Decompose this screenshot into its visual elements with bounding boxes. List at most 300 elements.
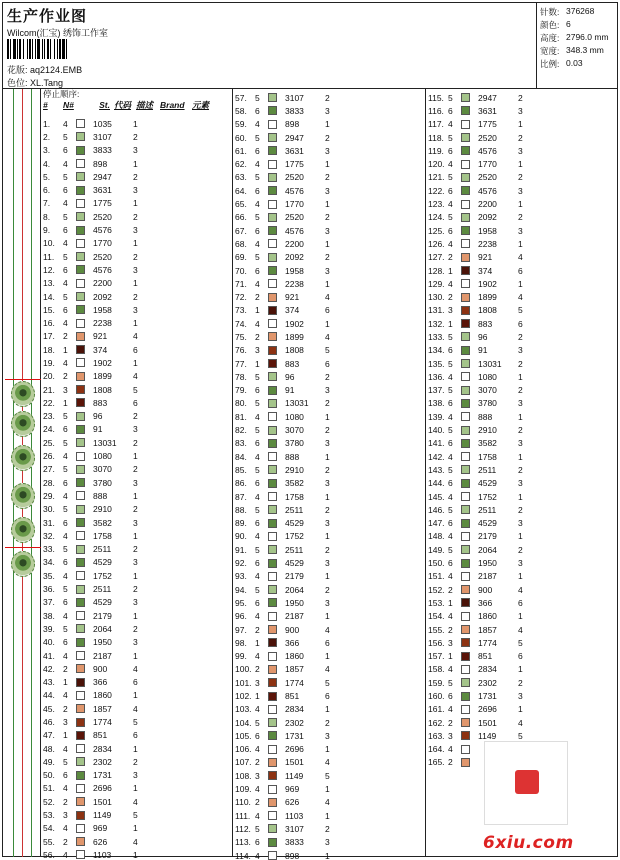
thread-code: 1774 [93,717,112,727]
needle-number: 5 [63,756,68,767]
thread-code: 2200 [285,238,304,249]
thread-code: 1770 [285,199,304,210]
thread-code: 1758 [285,491,304,502]
element-number: 4 [325,797,330,808]
stop-index: 30. [43,504,55,515]
table-row [426,104,617,117]
table-row [41,330,232,343]
color-swatch [268,824,277,833]
needle-number: 5 [255,823,260,834]
thread-code: 1752 [93,570,112,581]
element-number: 1 [325,571,330,582]
header-index: # [43,100,48,110]
needle-number: 4 [63,823,68,834]
color-swatch [76,491,85,500]
color-swatch [76,372,85,381]
element-number: 1 [133,650,138,661]
stop-index: 72. [235,292,247,303]
stop-index: 89. [235,518,247,529]
needle-number: 6 [255,730,260,741]
table-row [41,489,232,502]
color-swatch [268,386,277,395]
stop-index: 114. [235,850,251,860]
table-row [426,144,617,157]
element-number: 6 [518,597,523,608]
needle-number: 6 [255,145,260,156]
color-swatch [268,173,277,182]
table-row [233,583,425,596]
element-number: 1 [518,491,523,502]
stop-index: 157. [428,651,445,662]
needle-number: 5 [63,211,68,222]
thread-code: 2302 [285,717,304,728]
element-number: 1 [133,743,138,754]
thread-code: 1899 [478,292,497,303]
color-swatch [268,811,277,820]
stop-marker [5,547,41,548]
stat-width: 宽度: 348.3 mm [540,45,604,56]
color-swatch [76,305,85,314]
element-number: 1 [325,159,330,170]
stop-index: 155. [428,624,445,635]
element-number: 1 [325,651,330,662]
stop-index: 150. [428,558,445,569]
color-swatch [461,279,470,288]
needle-number: 4 [255,850,260,860]
table-row [233,689,425,702]
stop-index: 90. [235,531,247,542]
guide-line [13,89,14,857]
element-number: 2 [133,756,138,767]
stop-index: 138. [428,398,445,409]
element-number: 3 [133,424,138,435]
color-swatch [76,850,85,859]
table-row [426,157,617,170]
needle-number: 4 [448,451,453,462]
table-row [426,596,617,609]
element-number: 3 [133,597,138,608]
element-number: 1 [518,371,523,382]
needle-number: 6 [255,185,260,196]
needle-number: 4 [448,238,453,249]
element-number: 4 [325,624,330,635]
color-swatch [461,160,470,169]
needle-number: 4 [448,159,453,170]
stop-index: 68. [235,238,247,249]
thread-code: 3780 [478,398,497,409]
color-swatch [461,638,470,647]
color-swatch [461,133,470,142]
color-swatch [76,212,85,221]
needle-number: 5 [448,385,453,396]
element-number: 4 [518,252,523,263]
stop-index: 75. [235,331,247,342]
needle-number: 4 [63,490,68,501]
color-swatch [268,838,277,847]
table-row [233,570,425,583]
element-number: 3 [518,518,523,529]
thread-code: 1950 [285,597,304,608]
stop-index: 115. [428,92,444,103]
color-swatch [461,718,470,727]
color-swatch [76,465,85,474]
thread-code: 2834 [478,664,497,675]
element-number: 6 [518,318,523,329]
table-row [41,223,232,236]
table-row [41,463,232,476]
needle-number: 6 [448,398,453,409]
needle-number: 2 [63,331,68,342]
color-swatch [461,186,470,195]
table-row [426,490,617,503]
color-swatch [268,439,277,448]
thread-code: 3833 [93,145,112,156]
needle-number: 6 [63,477,68,488]
header [3,3,617,89]
stop-index: 38. [43,610,55,621]
color-swatch [268,226,277,235]
table-row [233,330,425,343]
color-swatch [76,478,85,487]
needle-number: 6 [63,145,68,156]
thread-code: 1770 [478,159,497,170]
color-swatch [268,638,277,647]
element-number: 2 [518,464,523,475]
table-row [233,237,425,250]
stop-index: 93. [235,571,247,582]
table-row [233,809,425,822]
motif-preview [11,517,35,543]
color-swatch [76,757,85,766]
stop-index: 82. [235,425,247,436]
thread-code: 366 [285,637,300,648]
needle-number: 2 [255,664,260,675]
needle-number: 4 [255,119,260,130]
needle-number: 4 [448,278,453,289]
thread-code: 4576 [285,185,304,196]
color-swatch [268,598,277,607]
thread-code: 898 [93,158,108,169]
thread-code: 4529 [93,557,112,568]
stop-index: 132. [428,318,445,329]
needle-number: 5 [448,425,453,436]
thread-code: 2520 [93,211,112,222]
thread-code: 1149 [93,810,112,821]
color-swatch [268,745,277,754]
thread-code: 888 [93,490,108,501]
needle-number: 4 [63,530,68,541]
table-row [233,822,425,835]
color-swatch [76,531,85,540]
needle-number: 5 [63,291,68,302]
color-swatch [461,678,470,687]
color-swatch [76,425,85,434]
needle-number: 4 [255,491,260,502]
element-number: 6 [133,730,138,741]
stop-index: 52. [43,796,55,807]
needle-number: 4 [63,118,68,129]
element-number: 4 [518,292,523,303]
thread-code: 2511 [285,544,304,555]
stop-index: 164. [428,744,445,755]
element-number: 4 [325,757,330,768]
table-row [426,543,617,556]
stop-index: 79. [235,385,247,396]
stop-index: 66. [235,212,247,223]
stop-marker [5,379,41,380]
element-number: 2 [518,425,523,436]
element-number: 3 [518,438,523,449]
needle-number: 1 [255,358,260,369]
stop-index: 63. [235,172,247,183]
color-swatch [76,412,85,421]
stop-index: 16. [43,318,55,329]
element-number: 1 [518,571,523,582]
needle-number: 2 [448,252,453,263]
needle-number: 1 [448,597,453,608]
table-row [233,743,425,756]
needle-number: 5 [63,251,68,262]
color-swatch [268,718,277,727]
table-row [41,848,232,860]
needle-number: 5 [255,92,260,103]
color-swatch [76,358,85,367]
thread-code: 1149 [285,770,304,781]
table-row [233,543,425,556]
table-row [41,649,232,662]
thread-code: 1857 [285,664,304,675]
stop-index: 18. [43,344,55,355]
table-row [41,210,232,223]
needle-number: 6 [255,558,260,569]
thread-code: 1752 [285,531,304,542]
color-swatch [461,532,470,541]
needle-number: 5 [448,358,453,369]
color-swatch [268,106,277,115]
color-swatch [461,505,470,514]
thread-code: 2179 [93,610,112,621]
stat-height: 高度: 2796.0 mm [540,32,609,43]
stop-index: 86. [235,478,247,489]
thread-code: 1958 [478,225,497,236]
needle-number: 2 [448,757,453,768]
thread-code: 2187 [478,571,497,582]
table-row [41,436,232,449]
needle-number: 5 [255,212,260,223]
color-swatch [461,545,470,554]
element-number: 4 [325,664,330,675]
color-swatch [461,306,470,315]
element-number: 4 [133,371,138,382]
table-row [41,237,232,250]
color-swatch [268,612,277,621]
thread-code: 2520 [478,172,497,183]
element-number: 2 [325,172,330,183]
thread-code: 626 [93,836,108,847]
table-row [233,849,425,860]
table-row [233,703,425,716]
needle-number: 4 [448,411,453,422]
needle-number: 6 [63,185,68,196]
needle-number: 4 [448,371,453,382]
color-swatch [461,745,470,754]
color-swatch [461,213,470,222]
stop-index: 20. [43,371,55,382]
table-row [426,344,617,357]
table-row [41,582,232,595]
color-swatch [76,691,85,700]
thread-code: 2092 [93,291,112,302]
element-number: 1 [325,318,330,329]
table-row [426,503,617,516]
needle-number: 5 [255,584,260,595]
qr-code [484,741,568,825]
header-needle: N# [63,100,74,110]
thread-code: 3582 [285,478,304,489]
color-swatch [76,332,85,341]
element-number: 1 [325,531,330,542]
element-number: 3 [133,304,138,315]
element-number: 5 [133,384,138,395]
table-row [41,529,232,542]
element-number: 3 [133,185,138,196]
stop-index: 81. [235,411,247,422]
table-row [41,370,232,383]
needle-number: 1 [63,730,68,741]
thread-code: 2238 [285,278,304,289]
thread-code: 2520 [285,172,304,183]
element-number: 1 [133,451,138,462]
thread-code: 1860 [285,651,304,662]
stop-index: 29. [43,490,55,501]
color-swatch [76,279,85,288]
element-number: 3 [518,398,523,409]
needle-number: 6 [255,438,260,449]
needle-number: 4 [63,158,68,169]
thread-code: 2511 [93,544,112,555]
color-swatch [268,572,277,581]
colorway-line [7,76,63,89]
stop-index: 39. [43,623,55,634]
element-number: 2 [325,544,330,555]
stat-stitches: 针数: 376268 [540,6,595,17]
thread-code: 888 [285,451,300,462]
stop-index: 67. [235,225,247,236]
color-swatch [76,664,85,673]
element-number: 4 [133,836,138,847]
stop-index: 162. [428,717,445,728]
stop-index: 159. [428,677,445,688]
needle-number: 4 [448,199,453,210]
table-row [233,649,425,662]
needle-number: 4 [255,571,260,582]
design-file: aq2124.EMB [30,65,83,75]
stop-index: 7. [43,198,51,209]
color-swatch [268,851,277,860]
element-number: 3 [325,837,330,848]
thread-code: 2092 [478,212,497,223]
thread-code: 2947 [285,132,304,143]
stop-index: 87. [235,491,247,502]
color-swatch [268,319,277,328]
color-swatch [461,346,470,355]
thread-code: 1899 [93,371,112,382]
needle-number: 6 [255,225,260,236]
header-description: 描述 [136,100,154,110]
table-row [41,396,232,409]
needle-number: 2 [255,624,260,635]
stop-index: 91. [235,544,247,555]
element-number: 1 [518,199,523,210]
stop-index: 19. [43,357,55,368]
guide-line [31,89,32,857]
motif-preview [11,445,35,471]
stop-index: 55. [43,836,55,847]
color-swatch [461,372,470,381]
stop-index: 77. [235,358,247,369]
color-swatch [461,332,470,341]
thread-code: 2947 [478,92,497,103]
table-row [233,131,425,144]
stop-index: 140. [428,425,445,436]
color-swatch [76,731,85,740]
thread-code: 2511 [478,504,497,515]
stop-index: 53. [43,810,55,821]
thread-code: 3582 [478,438,497,449]
thread-code: 1103 [93,849,112,860]
element-number: 1 [133,610,138,621]
color-swatch [268,492,277,501]
thread-code: 2064 [285,584,304,595]
color-swatch [76,292,85,301]
color-swatch [461,519,470,528]
table-row [41,622,232,635]
stop-index: 104. [235,717,252,728]
stop-index: 106. [235,744,252,755]
table-row [426,463,617,476]
needle-number: 3 [63,717,68,727]
element-number: 2 [518,544,523,555]
stop-index: 37. [43,597,55,608]
thread-code: 13031 [478,358,502,369]
needle-number: 6 [255,597,260,608]
needle-number: 4 [63,783,68,794]
table-row [233,663,425,676]
stop-index: 73. [235,305,247,316]
table-row [233,251,425,264]
needle-number: 1 [448,318,453,329]
table-row [233,610,425,623]
stop-index: 1. [43,118,51,129]
needle-number: 6 [63,517,68,528]
thread-code: 2834 [93,743,112,754]
element-number: 4 [133,796,138,807]
element-number: 1 [133,570,138,581]
element-number: 1 [325,491,330,502]
stop-index: 46. [43,717,55,727]
element-number: 2 [325,717,330,728]
color-swatch [461,692,470,701]
element-number: 2 [325,584,330,595]
thread-code: 3107 [285,92,304,103]
color-swatch [461,625,470,634]
element-number: 1 [518,238,523,249]
stop-index: 128. [428,265,445,276]
needle-number: 4 [255,278,260,289]
stop-index: 6. [43,185,51,196]
table-row [41,290,232,303]
needle-number: 1 [63,397,68,408]
